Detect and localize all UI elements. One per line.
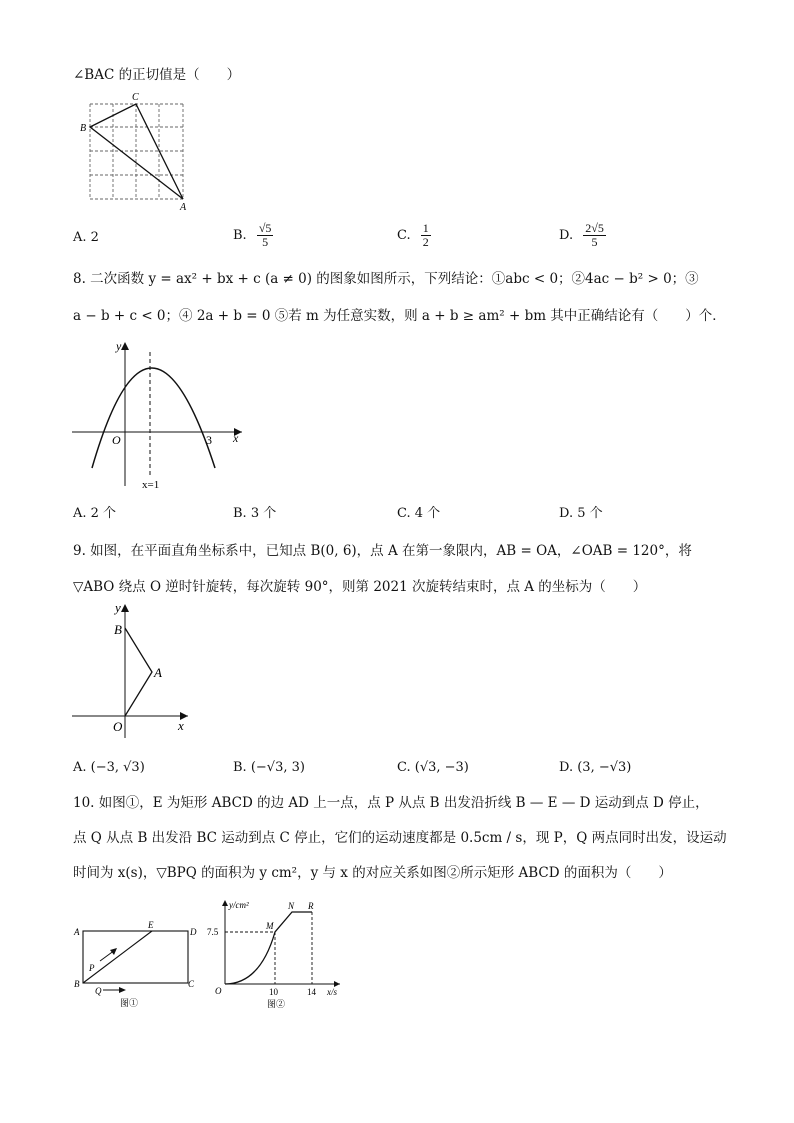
svg-text:C: C	[188, 979, 195, 989]
q10-figure-2-graph	[205, 898, 350, 1010]
label-a: A	[180, 202, 187, 213]
q7-option-b-fraction: $\frac{√5}{5}$	[258, 221, 272, 249]
label-x: x	[233, 431, 239, 445]
q9-option-c[interactable]: C. (√3, −3)	[397, 760, 469, 775]
q10-line-3: 时间为 x(s)，▽BPQ 的面积为 y cm²，y 与 x 的对应关系如图②所示矩形 ABCD 的面积为（ ）	[73, 865, 672, 881]
svg-text:P: P	[89, 963, 95, 973]
q7-option-c[interactable]	[397, 222, 431, 249]
label-y: y	[116, 339, 122, 353]
q7-stem: ∠BAC 的正切值是（ ）	[73, 67, 241, 83]
triangle-abc	[90, 104, 183, 199]
svg-text:14: 14	[307, 987, 316, 997]
svg-text:E: E	[148, 920, 154, 930]
q9-option-b[interactable]: B. (−√3, 3)	[233, 760, 305, 775]
svg-text:R: R	[308, 901, 314, 911]
svg-text:10: 10	[269, 987, 278, 997]
q7-option-d-letter: D.	[559, 228, 574, 243]
q7-option-b[interactable]	[233, 222, 273, 249]
q8-line-1: 8. 二次函数 y = ax² + bx + c (a ≠ 0) 的图象如图所示，下列结论：①abc < 0；②4ac − b² > 0；③	[73, 271, 699, 287]
svg-text:Q: Q	[95, 986, 102, 996]
q8-line-2: a − b + c < 0；④ 2a + b = 0 ⑤若 m 为任意实数，则 a + b ≥ am² + bm 其中正确结论有（ ）个．	[73, 308, 726, 324]
svg-text:7.5: 7.5	[207, 927, 219, 937]
svg-text:图②: 图②	[267, 999, 286, 1009]
q10-line-1: 10. 如图①，E 为矩形 ABCD 的边 AD 上一点，点 P 从点 B 出发沿折线 B — E — D 运动到点 D 停止，	[73, 795, 709, 811]
label-axis-of-symmetry: x=1	[142, 479, 160, 491]
q7-option-d-fraction: $\frac{2√5}{5}$	[585, 221, 604, 249]
svg-text:图①: 图①	[120, 998, 139, 1008]
q9-line-2: ▽ABO 绕点 O 逆时针旋转，每次旋转 90°，则第 2021 次旋转结束时，点 A 的坐标为（ ）	[73, 579, 647, 595]
q9-option-a[interactable]: A. (−3, √3)	[73, 760, 145, 775]
svg-text:O: O	[215, 986, 222, 996]
label-a: A	[154, 665, 162, 680]
svg-text:M: M	[266, 921, 274, 931]
q7-option-c-fraction: $\frac{1}{2}$	[422, 221, 429, 249]
label-c: C	[132, 92, 139, 103]
label-b: B	[80, 123, 87, 134]
q9-option-d[interactable]: D. (3, −√3)	[559, 760, 632, 775]
q9-line-1: 9. 如图，在平面直角坐标系中，已知点 B(0, 6)，点 A 在第一象限内，AB = OA，∠OAB = 120°，将	[73, 543, 692, 559]
triangle-abo	[125, 628, 152, 716]
q7-option-b-letter: B.	[233, 228, 247, 243]
q8-option-c[interactable]: C. 4 个	[397, 506, 441, 521]
svg-text:N: N	[288, 901, 295, 911]
label-y: y	[115, 600, 121, 615]
q8-option-d[interactable]: D. 5 个	[559, 506, 603, 521]
q9-coordinate-figure	[70, 600, 195, 742]
parabola-curve	[92, 368, 215, 468]
q7-option-c-letter: C.	[397, 228, 411, 243]
q8-parabola-graph	[70, 338, 255, 490]
q10-figure-1-rectangle	[70, 918, 210, 1010]
svg-text:A: A	[74, 927, 80, 937]
label-x: x	[178, 718, 184, 733]
q8-option-b[interactable]: B. 3 个	[233, 506, 277, 521]
q10-line-2: 点 Q 从点 B 出发沿 BC 运动到点 C 停止，它们的运动速度都是 0.5cm / s，现 P，Q 两点同时出发，设运动	[73, 830, 727, 846]
label-origin: O	[112, 433, 121, 447]
q8-option-a[interactable]: A. 2 个	[73, 506, 117, 521]
rectangle-abcd	[83, 931, 188, 983]
svg-text:D: D	[190, 927, 197, 937]
q7-option-a[interactable]: A. 2	[73, 230, 99, 245]
label-b: B	[114, 622, 122, 637]
q7-option-d[interactable]	[559, 222, 606, 249]
svg-text:x/s: x/s	[327, 987, 337, 997]
q7-grid-figure	[78, 86, 188, 211]
svg-text:B: B	[74, 979, 80, 989]
svg-text:y/cm²: y/cm²	[229, 900, 249, 910]
label-origin: O	[113, 719, 123, 734]
label-three: 3	[206, 433, 212, 447]
